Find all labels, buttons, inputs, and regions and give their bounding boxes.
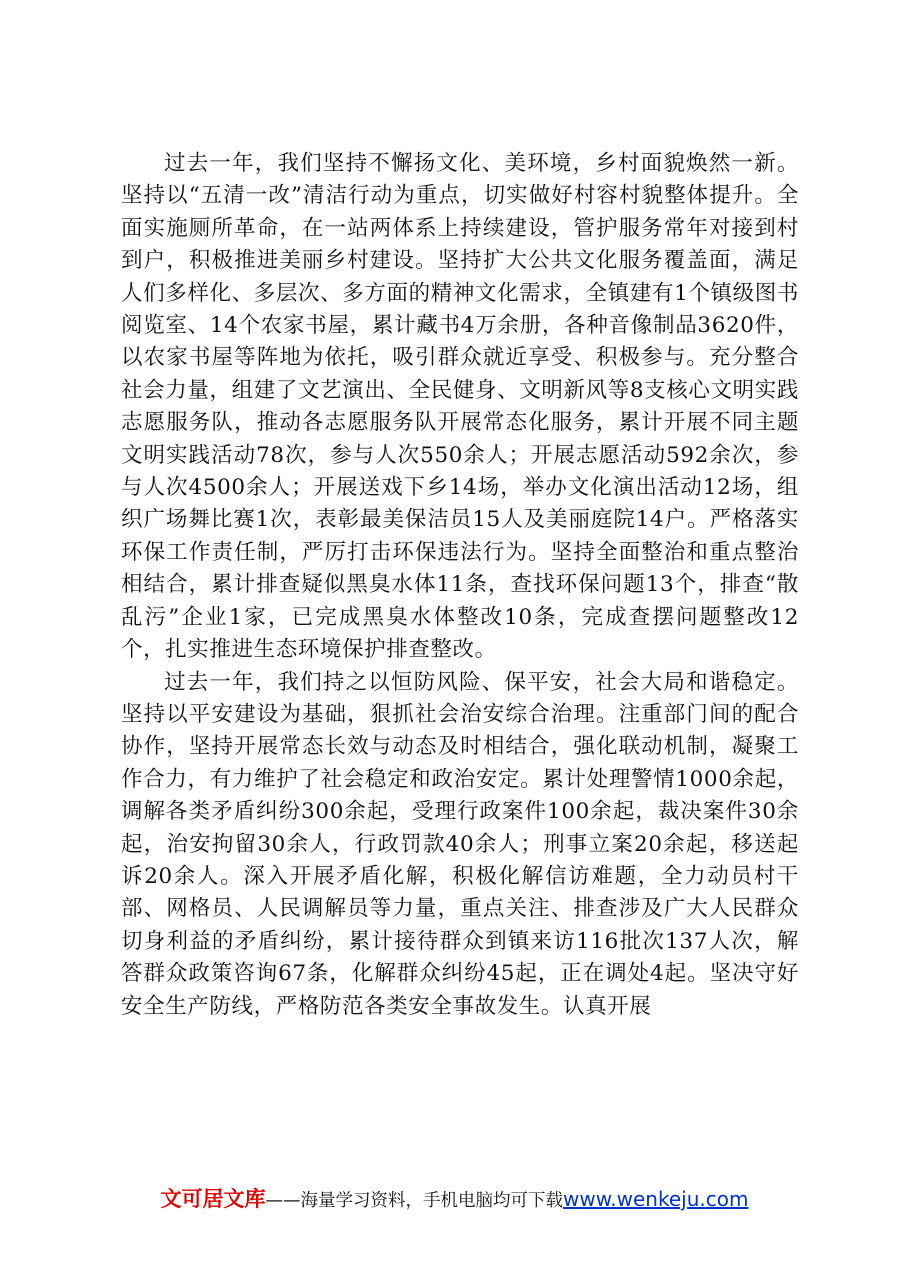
footer-brand: 文可居文库: [160, 1187, 266, 1211]
footer-banner: [0, 1183, 909, 1213]
paragraph-culture-environment: 过去一年，我们坚持不懈扬文化、美环境，乡村面貌焕然一新。坚持以“五清一改”清洁行动为重点，切实做好村容村貌整体提升。全面实施厕所革命，在一站两体系上持续建设，管护服务常年对接到村到户，积极推进美丽乡村建设。坚持扩大公共文化服务覆盖面，满足人们多样化、多层次、多方面的精神文化需求，全镇建有1个镇级图书阅览室、14个农家书屋，累计藏书4万余册，各种音像制品3620件，以农家书屋等阵地为依托，吸引群众就近享受、积极参与。充分整合社会力量，组建了文艺演出、全民健身、文明新风等8支核心文明实践志愿服务队，推动各志愿服务队开展常态化服务，累计开展不同主题文明实践活动78次，参与人次550余人；开展志愿活动592余次，参与人次4500余人；开展送戏下乡14场，举办文化演出活动12场，组织广场舞比赛1次，表彰最美保洁员15人及美丽庭院14户。严格落实环保工作责任制，严厉打击环保违法行为。坚持全面整治和重点整治相结合，累计排查疑似黑臭水体11条，查找环保问题13个，排查“散乱污”企业1家，已完成黑臭水体整改10条，完成查摆问题整改12个，扎实推进生态环境保护排查整改。: [121, 151, 799, 663]
footer-slogan: ——海量学习资料，手机电脑均可下载: [265, 1191, 564, 1211]
paragraph-safety-stability: 过去一年，我们持之以恒防风险、保平安，社会大局和谐稳定。坚持以平安建设为基础，狠抓社会治安综合治理。注重部门间的配合协作，坚持开展常态长效与动态及时相结合，强化联动机制，凝聚工作合力，有力维护了社会稳定和政治安定。累计处理警情1000余起，调解各类矛盾纠纷300余起，受理行政案件100余起，裁决案件30余起，治安拘留30余人，行政罚款40余人；刑事立案20余起，移送起诉20余人。深入开展矛盾化解，积极化解信访难题，全力动员村干部、网格员、人民调解员等力量，重点关注、排查涉及广大人民群众切身利益的矛盾纠纷，累计接待群众到镇来访116批次137人次，解答群众政策咨询67条，化解群众纠纷45起，正在调处4起。坚决守好安全生产防线，严格防范各类安全事故发生。认真开展: [121, 669, 799, 1019]
footer-website-link[interactable]: www.wenkeju.com: [563, 1187, 749, 1211]
document-body: [121, 148, 799, 1023]
